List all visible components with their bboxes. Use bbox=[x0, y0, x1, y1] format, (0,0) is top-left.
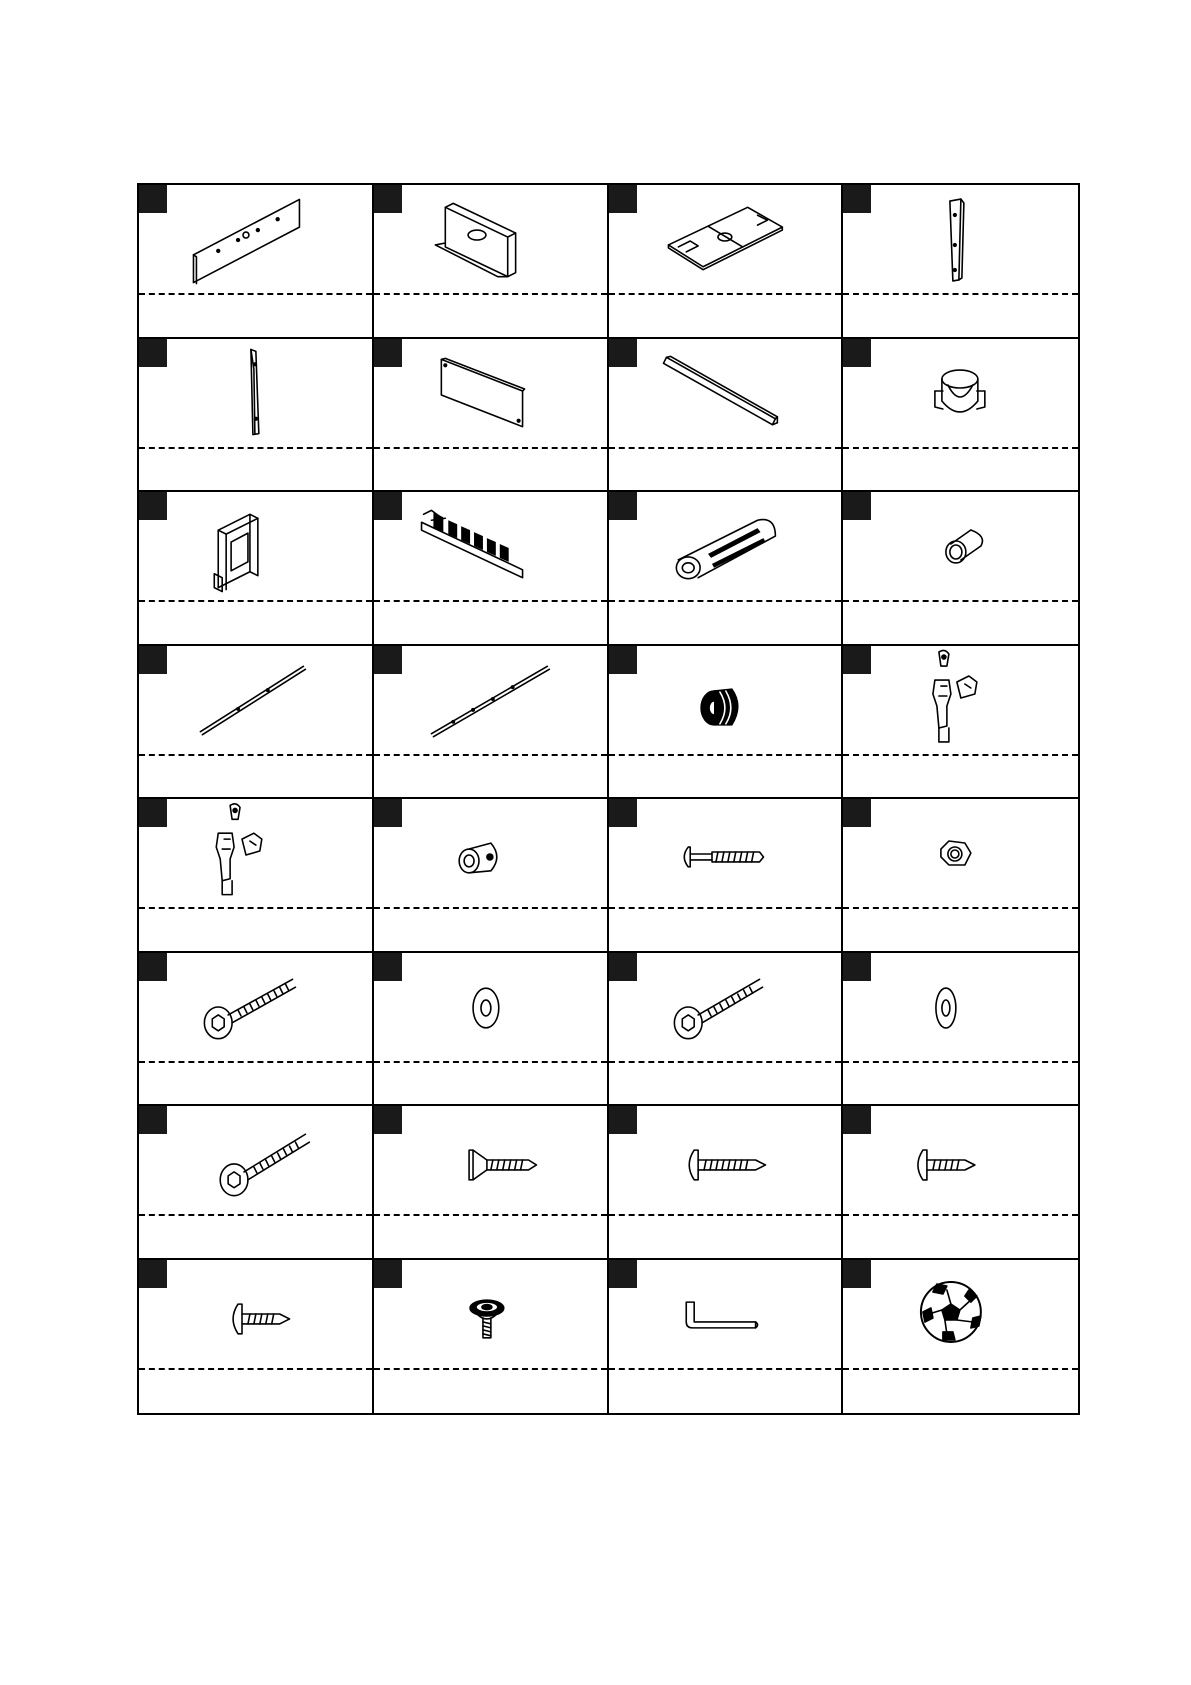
divider bbox=[843, 1214, 1078, 1216]
part-cell bbox=[139, 799, 374, 953]
divider bbox=[609, 754, 842, 756]
part-label bbox=[139, 1065, 372, 1101]
part-cell bbox=[843, 1106, 1078, 1260]
playfield-icon bbox=[609, 185, 842, 295]
washer-icon bbox=[374, 953, 607, 1063]
hex-bolt-long-icon bbox=[139, 953, 372, 1063]
divider bbox=[139, 1061, 372, 1063]
divider bbox=[843, 600, 1078, 602]
part-label bbox=[374, 297, 607, 333]
side-board-icon bbox=[374, 339, 607, 449]
part-label bbox=[843, 758, 1078, 794]
score-counter-icon bbox=[374, 492, 607, 602]
part-label bbox=[374, 451, 607, 487]
part-cell bbox=[374, 492, 609, 646]
rail-panel-icon bbox=[139, 185, 372, 295]
flat-head-screw-icon bbox=[374, 1106, 607, 1216]
handle-grip-icon bbox=[609, 492, 842, 602]
divider bbox=[374, 447, 607, 449]
divider bbox=[139, 447, 372, 449]
part-cell bbox=[609, 339, 844, 493]
part-cell bbox=[374, 799, 609, 953]
divider bbox=[843, 907, 1078, 909]
part-label bbox=[843, 297, 1078, 333]
carriage-bolt-icon bbox=[609, 799, 842, 909]
part-label bbox=[609, 1372, 842, 1408]
divider bbox=[843, 293, 1078, 295]
part-label bbox=[139, 1218, 372, 1254]
allen-key-icon bbox=[609, 1260, 842, 1370]
brace-icon bbox=[139, 339, 372, 449]
part-cell bbox=[374, 646, 609, 800]
part-label bbox=[843, 1372, 1078, 1408]
divider bbox=[609, 907, 842, 909]
part-cell bbox=[843, 339, 1078, 493]
part-label bbox=[609, 758, 842, 794]
cross-bar-icon bbox=[609, 339, 842, 449]
divider bbox=[843, 447, 1078, 449]
divider bbox=[139, 1214, 372, 1216]
part-label bbox=[609, 911, 842, 947]
divider bbox=[374, 907, 607, 909]
divider bbox=[374, 293, 607, 295]
divider bbox=[139, 907, 372, 909]
part-label bbox=[609, 451, 842, 487]
long-rod-icon bbox=[374, 646, 607, 756]
part-cell bbox=[374, 1260, 609, 1414]
hex-bolt-medium-icon bbox=[609, 953, 842, 1063]
part-label bbox=[374, 1065, 607, 1101]
part-cell bbox=[139, 646, 374, 800]
divider bbox=[374, 754, 607, 756]
part-cell bbox=[843, 1260, 1078, 1414]
ball-return-cup-icon bbox=[843, 339, 1078, 449]
part-label bbox=[139, 297, 372, 333]
end-panel-icon bbox=[374, 185, 607, 295]
divider bbox=[139, 600, 372, 602]
divider bbox=[609, 1061, 842, 1063]
hex-bolt-xl-icon bbox=[139, 1106, 372, 1216]
part-cell bbox=[609, 646, 844, 800]
part-cell bbox=[609, 953, 844, 1107]
part-cell bbox=[843, 492, 1078, 646]
part-cell bbox=[139, 185, 374, 339]
part-label bbox=[374, 1372, 607, 1408]
divider bbox=[374, 1061, 607, 1063]
part-label bbox=[843, 604, 1078, 640]
divider bbox=[843, 1061, 1078, 1063]
divider bbox=[609, 447, 842, 449]
player-figure-a-icon bbox=[843, 646, 1078, 756]
part-cell bbox=[843, 646, 1078, 800]
part-label bbox=[843, 1065, 1078, 1101]
part-label bbox=[139, 758, 372, 794]
divider bbox=[609, 1368, 842, 1370]
part-cell bbox=[139, 1106, 374, 1260]
player-figure-b-icon bbox=[139, 799, 372, 909]
part-label bbox=[139, 604, 372, 640]
part-label bbox=[843, 451, 1078, 487]
divider bbox=[139, 754, 372, 756]
part-cell bbox=[374, 185, 609, 339]
part-label bbox=[374, 604, 607, 640]
part-cell bbox=[843, 185, 1078, 339]
parts-grid bbox=[137, 183, 1080, 1415]
divider bbox=[374, 1368, 607, 1370]
part-cell bbox=[374, 953, 609, 1107]
part-label bbox=[843, 911, 1078, 947]
leveling-foot-icon bbox=[374, 1260, 607, 1370]
part-label bbox=[139, 1372, 372, 1408]
part-cell bbox=[609, 185, 844, 339]
part-label bbox=[374, 911, 607, 947]
part-cell bbox=[609, 799, 844, 953]
part-label bbox=[843, 1218, 1078, 1254]
pan-head-screw-icon bbox=[843, 1106, 1078, 1216]
divider bbox=[139, 1368, 372, 1370]
part-cell bbox=[374, 1106, 609, 1260]
lock-nut-icon bbox=[843, 799, 1078, 909]
goal-box-icon bbox=[139, 492, 372, 602]
divider bbox=[609, 1214, 842, 1216]
part-label bbox=[139, 911, 372, 947]
part-cell bbox=[609, 492, 844, 646]
part-label bbox=[139, 451, 372, 487]
soccer-ball-icon bbox=[843, 1260, 1078, 1370]
part-label bbox=[374, 1218, 607, 1254]
part-label bbox=[609, 604, 842, 640]
short-rod-icon bbox=[139, 646, 372, 756]
divider bbox=[374, 1214, 607, 1216]
washer-small-icon bbox=[843, 953, 1078, 1063]
divider bbox=[609, 600, 842, 602]
leg-icon bbox=[843, 185, 1078, 295]
part-cell bbox=[843, 953, 1078, 1107]
divider bbox=[609, 293, 842, 295]
end-cap-icon bbox=[374, 799, 607, 909]
divider bbox=[843, 754, 1078, 756]
part-cell bbox=[139, 1260, 374, 1414]
part-cell bbox=[609, 1106, 844, 1260]
pan-head-screw-long-icon bbox=[609, 1106, 842, 1216]
part-cell bbox=[139, 339, 374, 493]
part-label bbox=[609, 1218, 842, 1254]
part-cell bbox=[609, 1260, 844, 1414]
divider bbox=[139, 293, 372, 295]
part-cell bbox=[139, 953, 374, 1107]
divider bbox=[843, 1368, 1078, 1370]
bushing-icon bbox=[843, 492, 1078, 602]
rubber-bumper-icon bbox=[609, 646, 842, 756]
divider bbox=[374, 600, 607, 602]
pan-head-screw-short-icon bbox=[139, 1260, 372, 1370]
part-cell bbox=[374, 339, 609, 493]
part-label bbox=[374, 758, 607, 794]
part-cell bbox=[139, 492, 374, 646]
part-label bbox=[609, 1065, 842, 1101]
part-label bbox=[609, 297, 842, 333]
part-cell bbox=[843, 799, 1078, 953]
